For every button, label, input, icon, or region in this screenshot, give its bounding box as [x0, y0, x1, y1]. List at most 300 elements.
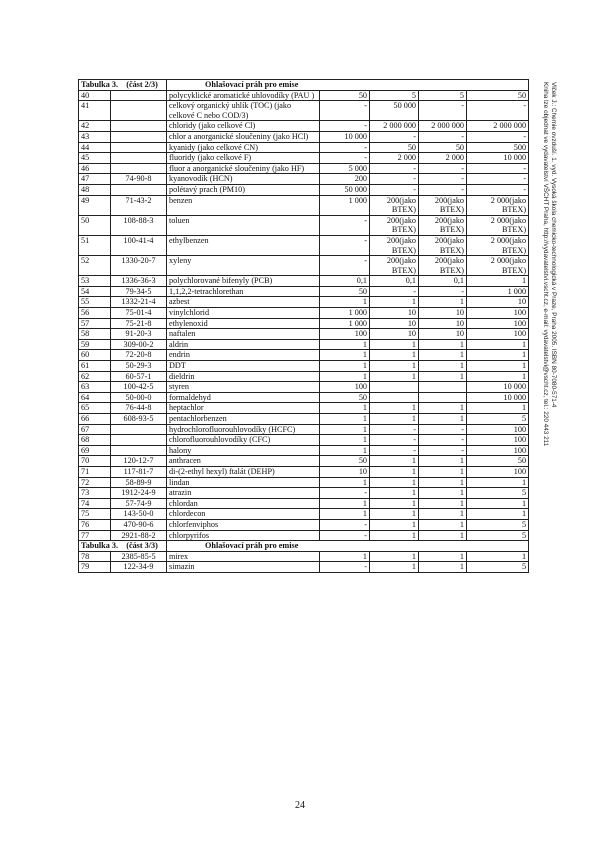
substance-name-cell: halony [167, 445, 320, 456]
row-number-cell: 46 [79, 163, 111, 174]
cas-number-cell [111, 121, 167, 132]
threshold-water-cell: - [370, 435, 419, 446]
row-number-cell: 56 [79, 308, 111, 319]
substance-name-cell: fluoridy (jako celkové F) [167, 153, 320, 164]
cas-number-cell: 91-20-3 [111, 329, 167, 340]
table-row [79, 308, 529, 319]
row-number-cell: 51 [79, 235, 111, 255]
threshold-transfer-cell: - [419, 184, 467, 195]
row-number-cell: 71 [79, 466, 111, 477]
table-row [79, 509, 529, 520]
threshold-transfer-cell: 2 000 [419, 153, 467, 164]
threshold-air-cell: 50 [320, 456, 370, 467]
threshold-transfer-cell [419, 382, 467, 393]
table-row [79, 276, 529, 287]
substance-name-cell: polycyklické aromatické uhlovodíky (PAU ) [167, 90, 320, 101]
cas-number-cell [111, 184, 167, 195]
substance-name-cell: mirex [167, 551, 320, 562]
table-row [79, 361, 529, 372]
threshold-air-cell: - [320, 256, 370, 276]
table-row [79, 256, 529, 276]
threshold-air-cell: 1 [320, 339, 370, 350]
threshold-air-cell: 50 [320, 90, 370, 101]
threshold-transfer-cell: 1 [419, 403, 467, 414]
substance-name-cell: styren [167, 382, 320, 393]
table-row [79, 519, 529, 530]
threshold-water-cell: - [370, 424, 419, 435]
threshold-water-cell: 1 [370, 498, 419, 509]
threshold-water-cell: 0,1 [370, 276, 419, 287]
threshold-water-cell: - [370, 174, 419, 185]
row-number-cell: 69 [79, 445, 111, 456]
threshold-soil-cell: 1 [467, 361, 529, 372]
threshold-water-cell: 1 [370, 488, 419, 499]
threshold-transfer-cell: 1 [419, 562, 467, 573]
threshold-air-cell: - [320, 121, 370, 132]
row-number-cell: 79 [79, 562, 111, 573]
table-header-row [79, 80, 529, 91]
cas-number-cell: 79-34-5 [111, 286, 167, 297]
threshold-soil-cell: 100 [467, 308, 529, 319]
table-row [79, 131, 529, 142]
table-row [79, 153, 529, 164]
substance-name-cell: formaldehyd [167, 392, 320, 403]
threshold-soil-cell: 100 [467, 466, 529, 477]
threshold-water-cell: 10 [370, 308, 419, 319]
threshold-soil-cell: 1 [467, 477, 529, 488]
threshold-air-cell: 1 000 [320, 308, 370, 319]
substance-name-cell: naftalen [167, 329, 320, 340]
threshold-soil-cell: 100 [467, 424, 529, 435]
substance-name-cell: kyanidy (jako celkové CN) [167, 142, 320, 153]
threshold-water-cell: 1 [370, 297, 419, 308]
cas-number-cell [111, 435, 167, 446]
threshold-water-cell: 1 [370, 456, 419, 467]
threshold-air-cell: 1 [320, 414, 370, 425]
substance-name-cell: endrin [167, 350, 320, 361]
table-caption: Ohlašovací práh pro emise [167, 80, 529, 91]
threshold-soil-cell: - [467, 174, 529, 185]
row-number-cell: 73 [79, 488, 111, 499]
threshold-water-cell: 50 000 [370, 101, 419, 121]
substance-name-cell: pentachlorbenzen [167, 414, 320, 425]
threshold-air-cell: - [320, 488, 370, 499]
row-number-cell: 59 [79, 339, 111, 350]
threshold-soil-cell: 50 [467, 90, 529, 101]
threshold-transfer-cell [419, 392, 467, 403]
threshold-soil-cell: 10 000 [467, 153, 529, 164]
row-number-cell: 76 [79, 519, 111, 530]
threshold-water-cell: - [370, 184, 419, 195]
table-title: Tabulka 3. (část 2/3) [79, 80, 167, 91]
threshold-transfer-cell: 0,1 [419, 276, 467, 287]
row-number-cell: 66 [79, 414, 111, 425]
threshold-water-cell: 1 [370, 371, 419, 382]
threshold-air-cell: 1 [320, 361, 370, 372]
substance-name-cell: xyleny [167, 256, 320, 276]
threshold-transfer-cell: 200(jako BTEX) [419, 256, 467, 276]
cas-number-cell [111, 90, 167, 101]
page-number: 24 [295, 800, 305, 811]
table-row [79, 101, 529, 121]
threshold-soil-cell: 2 000 000 [467, 121, 529, 132]
table-row [79, 414, 529, 425]
threshold-air-cell: 1 [320, 477, 370, 488]
cas-number-cell [111, 424, 167, 435]
threshold-water-cell: 5 [370, 90, 419, 101]
threshold-water-cell [370, 382, 419, 393]
table-row [79, 286, 529, 297]
threshold-soil-cell: 1 000 [467, 286, 529, 297]
cas-number-cell: 75-21-8 [111, 318, 167, 329]
table-header-row [79, 541, 529, 552]
threshold-transfer-cell: 1 [419, 350, 467, 361]
table-row [79, 163, 529, 174]
threshold-soil-cell: 100 [467, 435, 529, 446]
table-row [79, 142, 529, 153]
table-row [79, 215, 529, 235]
threshold-water-cell: - [370, 163, 419, 174]
threshold-water-cell: 10 [370, 318, 419, 329]
row-number-cell: 55 [79, 297, 111, 308]
threshold-air-cell: 10 000 [320, 131, 370, 142]
threshold-water-cell: - [370, 131, 419, 142]
cas-number-cell: 75-01-4 [111, 308, 167, 319]
threshold-soil-cell: 2 000(jako BTEX) [467, 235, 529, 255]
cas-number-cell [111, 142, 167, 153]
threshold-soil-cell: 2 000(jako BTEX) [467, 195, 529, 215]
table-row [79, 403, 529, 414]
table-row [79, 562, 529, 573]
substance-name-cell: hydrochlorofluorouhlovodíky (HCFC) [167, 424, 320, 435]
threshold-air-cell: 1 [320, 424, 370, 435]
threshold-water-cell: - [370, 445, 419, 456]
substance-name-cell: atrazin [167, 488, 320, 499]
threshold-transfer-cell: 5 [419, 90, 467, 101]
table-row [79, 235, 529, 255]
threshold-transfer-cell: 1 [419, 466, 467, 477]
threshold-transfer-cell: 200(jako BTEX) [419, 215, 467, 235]
threshold-transfer-cell: - [419, 286, 467, 297]
threshold-water-cell: 200(jako BTEX) [370, 215, 419, 235]
row-number-cell: 57 [79, 318, 111, 329]
row-number-cell: 75 [79, 509, 111, 520]
row-number-cell: 70 [79, 456, 111, 467]
threshold-transfer-cell: 1 [419, 498, 467, 509]
threshold-transfer-cell: 1 [419, 339, 467, 350]
table-row [79, 371, 529, 382]
row-number-cell: 42 [79, 121, 111, 132]
substance-name-cell: dieldrin [167, 371, 320, 382]
row-number-cell: 49 [79, 195, 111, 215]
threshold-soil-cell: 500 [467, 142, 529, 153]
threshold-air-cell: 50 [320, 286, 370, 297]
threshold-air-cell: 1 000 [320, 195, 370, 215]
threshold-transfer-cell: 1 [419, 519, 467, 530]
threshold-transfer-cell: 50 [419, 142, 467, 153]
threshold-water-cell: 1 [370, 361, 419, 372]
substance-name-cell: lindan [167, 477, 320, 488]
threshold-soil-cell: 1 [467, 371, 529, 382]
threshold-soil-cell: 2 000(jako BTEX) [467, 256, 529, 276]
cas-number-cell: 60-57-1 [111, 371, 167, 382]
threshold-air-cell: 10 [320, 466, 370, 477]
threshold-water-cell: 1 [370, 519, 419, 530]
threshold-water-cell: 1 [370, 509, 419, 520]
threshold-transfer-cell: 2 000 000 [419, 121, 467, 132]
cas-number-cell: 100-42-5 [111, 382, 167, 393]
threshold-soil-cell: 1 [467, 339, 529, 350]
threshold-water-cell: 200(jako BTEX) [370, 235, 419, 255]
threshold-air-cell: 1 [320, 403, 370, 414]
table-row [79, 350, 529, 361]
cas-number-cell: 122-34-9 [111, 562, 167, 573]
row-number-cell: 63 [79, 382, 111, 393]
threshold-air-cell: - [320, 153, 370, 164]
substance-name-cell: di-(2-ethyl hexyl) ftalát (DEHP) [167, 466, 320, 477]
table-row [79, 424, 529, 435]
cas-number-cell: 2921-88-2 [111, 530, 167, 541]
threshold-air-cell: 1 [320, 498, 370, 509]
threshold-air-cell: 50 000 [320, 184, 370, 195]
row-number-cell: 78 [79, 551, 111, 562]
cas-number-cell: 58-89-9 [111, 477, 167, 488]
table-row [79, 121, 529, 132]
substance-name-cell: polétavý prach (PM10) [167, 184, 320, 195]
cas-number-cell: 50-29-3 [111, 361, 167, 372]
threshold-air-cell: - [320, 215, 370, 235]
threshold-water-cell: 200(jako BTEX) [370, 256, 419, 276]
threshold-soil-cell: 50 [467, 456, 529, 467]
cas-number-cell: 470-90-6 [111, 519, 167, 530]
threshold-air-cell: 1 [320, 350, 370, 361]
threshold-transfer-cell: 1 [419, 297, 467, 308]
cas-number-cell: 108-88-3 [111, 215, 167, 235]
threshold-air-cell: 0,1 [320, 276, 370, 287]
substance-name-cell: chlor a anorganické sloučeniny (jako HCl) [167, 131, 320, 142]
cas-number-cell: 50-00-0 [111, 392, 167, 403]
substance-name-cell: chlordecon [167, 509, 320, 520]
table-row [79, 184, 529, 195]
threshold-air-cell: 1 [320, 297, 370, 308]
threshold-soil-cell: 1 [467, 509, 529, 520]
threshold-transfer-cell: 1 [419, 456, 467, 467]
threshold-air-cell: 100 [320, 329, 370, 340]
row-number-cell: 41 [79, 101, 111, 121]
threshold-air-cell: - [320, 142, 370, 153]
substance-name-cell: vinylchlorid [167, 308, 320, 319]
cas-number-cell: 1336-36-3 [111, 276, 167, 287]
substance-name-cell: ethylenoxid [167, 318, 320, 329]
table-row [79, 477, 529, 488]
substance-name-cell: chlorofluorouhlovodíky (CFC) [167, 435, 320, 446]
threshold-air-cell: 1 [320, 551, 370, 562]
threshold-air-cell: - [320, 235, 370, 255]
substance-name-cell: polychlorované bifenyly (PCB) [167, 276, 320, 287]
threshold-transfer-cell: - [419, 101, 467, 121]
row-number-cell: 68 [79, 435, 111, 446]
threshold-water-cell: 1 [370, 339, 419, 350]
threshold-transfer-cell: 1 [419, 509, 467, 520]
row-number-cell: 74 [79, 498, 111, 509]
row-number-cell: 58 [79, 329, 111, 340]
cas-number-cell: 143-50-0 [111, 509, 167, 520]
cas-number-cell: 57-74-9 [111, 498, 167, 509]
table-row [79, 174, 529, 185]
cas-number-cell [111, 153, 167, 164]
threshold-soil-cell: 1 [467, 498, 529, 509]
side-note-line: Kniha lze objednat ve vydavatelství VŠCHT Praha, http://vydavatelstvi.vscht.cz, e-mail: vydavatelstvi@vscht.cz, tel.: 220 443 211 [542, 82, 549, 447]
threshold-air-cell: 200 [320, 174, 370, 185]
row-number-cell: 64 [79, 392, 111, 403]
threshold-soil-cell: 1 [467, 276, 529, 287]
cas-number-cell [111, 163, 167, 174]
threshold-soil-cell: 10 [467, 297, 529, 308]
substance-name-cell: DDT [167, 361, 320, 372]
threshold-transfer-cell: 1 [419, 371, 467, 382]
substance-name-cell: celkový organický uhlík (TOC) (jako celkové C nebo COD/3) [167, 101, 320, 121]
cas-number-cell: 1330-20-7 [111, 256, 167, 276]
cas-number-cell: 120-12-7 [111, 456, 167, 467]
threshold-transfer-cell: 1 [419, 361, 467, 372]
threshold-transfer-cell: 1 [419, 414, 467, 425]
threshold-transfer-cell: - [419, 174, 467, 185]
cas-number-cell [111, 131, 167, 142]
threshold-transfer-cell: 200(jako BTEX) [419, 195, 467, 215]
cas-number-cell: 117-81-7 [111, 466, 167, 477]
substance-name-cell: chlorfenviphos [167, 519, 320, 530]
threshold-transfer-cell: 10 [419, 318, 467, 329]
table-row [79, 392, 529, 403]
row-number-cell: 62 [79, 371, 111, 382]
row-number-cell: 43 [79, 131, 111, 142]
threshold-water-cell: - [370, 286, 419, 297]
substance-name-cell: heptachlor [167, 403, 320, 414]
substance-name-cell: azbest [167, 297, 320, 308]
substance-name-cell: ethylbenzen [167, 235, 320, 255]
table-row [79, 551, 529, 562]
threshold-water-cell: 50 [370, 142, 419, 153]
table-row [79, 195, 529, 215]
cas-number-cell: 1912-24-9 [111, 488, 167, 499]
threshold-transfer-cell: 1 [419, 477, 467, 488]
cas-number-cell: 1332-21-4 [111, 297, 167, 308]
threshold-soil-cell: 5 [467, 562, 529, 573]
threshold-water-cell: 1 [370, 350, 419, 361]
threshold-soil-cell: - [467, 101, 529, 121]
threshold-soil-cell: - [467, 163, 529, 174]
threshold-water-cell: 1 [370, 562, 419, 573]
threshold-transfer-cell: 1 [419, 551, 467, 562]
threshold-air-cell: 1 000 [320, 318, 370, 329]
substance-name-cell: chloridy (jako celkové Cl) [167, 121, 320, 132]
table-caption: Ohlašovací práh pro emise [167, 541, 529, 552]
threshold-transfer-cell: 10 [419, 329, 467, 340]
cas-number-cell [111, 101, 167, 121]
threshold-soil-cell: 5 [467, 414, 529, 425]
threshold-air-cell: - [320, 530, 370, 541]
threshold-air-cell: 1 [320, 509, 370, 520]
threshold-soil-cell: 5 [467, 519, 529, 530]
threshold-air-cell: - [320, 562, 370, 573]
threshold-soil-cell: 1 [467, 350, 529, 361]
cas-number-cell: 74-90-8 [111, 174, 167, 185]
substance-name-cell: chlordan [167, 498, 320, 509]
substance-name-cell: benzen [167, 195, 320, 215]
threshold-water-cell: 1 [370, 530, 419, 541]
threshold-water-cell: 200(jako BTEX) [370, 195, 419, 215]
threshold-soil-cell: 100 [467, 445, 529, 456]
cas-number-cell: 100-41-4 [111, 235, 167, 255]
row-number-cell: 65 [79, 403, 111, 414]
substance-name-cell: aldrin [167, 339, 320, 350]
row-number-cell: 45 [79, 153, 111, 164]
table-title: Tabulka 3. (část 3/3) [79, 541, 167, 552]
threshold-transfer-cell: 1 [419, 530, 467, 541]
threshold-soil-cell: - [467, 131, 529, 142]
cas-number-cell: 72-20-8 [111, 350, 167, 361]
threshold-transfer-cell: - [419, 131, 467, 142]
threshold-transfer-cell: - [419, 163, 467, 174]
threshold-air-cell: 5 000 [320, 163, 370, 174]
cas-number-cell: 309-00-2 [111, 339, 167, 350]
threshold-air-cell: - [320, 519, 370, 530]
row-number-cell: 77 [79, 530, 111, 541]
table-row [79, 498, 529, 509]
cas-number-cell: 76-44-8 [111, 403, 167, 414]
row-number-cell: 50 [79, 215, 111, 235]
threshold-transfer-cell: - [419, 435, 467, 446]
substance-name-cell: chlorpyrifos [167, 530, 320, 541]
substance-name-cell: kyanovodík (HCN) [167, 174, 320, 185]
threshold-soil-cell: 1 [467, 403, 529, 414]
threshold-air-cell: - [320, 101, 370, 121]
row-number-cell: 40 [79, 90, 111, 101]
cas-number-cell: 2385-85-5 [111, 551, 167, 562]
side-note-line: Vlček J.: Chemie ovzduší. 1. vyd. Vysoká škola chemicko-technologická v Praze, Praha 2005. ISBN 80-7080-571-4 [550, 82, 557, 408]
substance-name-cell: fluor a anorganické sloučeniny (jako HF) [167, 163, 320, 174]
table-row [79, 339, 529, 350]
threshold-air-cell: 1 [320, 371, 370, 382]
row-number-cell: 44 [79, 142, 111, 153]
threshold-soil-cell: 5 [467, 488, 529, 499]
substance-name-cell: simazin [167, 562, 320, 573]
threshold-soil-cell: 10 000 [467, 392, 529, 403]
threshold-water-cell: 2 000 [370, 153, 419, 164]
table-row [79, 318, 529, 329]
cas-number-cell: 71-43-2 [111, 195, 167, 215]
table-row [79, 530, 529, 541]
threshold-water-cell: 1 [370, 414, 419, 425]
table-row [79, 445, 529, 456]
row-number-cell: 53 [79, 276, 111, 287]
threshold-water-cell: 1 [370, 466, 419, 477]
threshold-water-cell: 2 000 000 [370, 121, 419, 132]
threshold-water-cell: 1 [370, 551, 419, 562]
threshold-transfer-cell: - [419, 445, 467, 456]
threshold-soil-cell: 2 000(jako BTEX) [467, 215, 529, 235]
threshold-air-cell: 100 [320, 382, 370, 393]
table-row [79, 297, 529, 308]
cas-number-cell: 608-93-5 [111, 414, 167, 425]
row-number-cell: 54 [79, 286, 111, 297]
table-row [79, 435, 529, 446]
threshold-transfer-cell: 10 [419, 308, 467, 319]
row-number-cell: 47 [79, 174, 111, 185]
threshold-soil-cell: 100 [467, 318, 529, 329]
row-number-cell: 67 [79, 424, 111, 435]
threshold-soil-cell: 10 000 [467, 382, 529, 393]
